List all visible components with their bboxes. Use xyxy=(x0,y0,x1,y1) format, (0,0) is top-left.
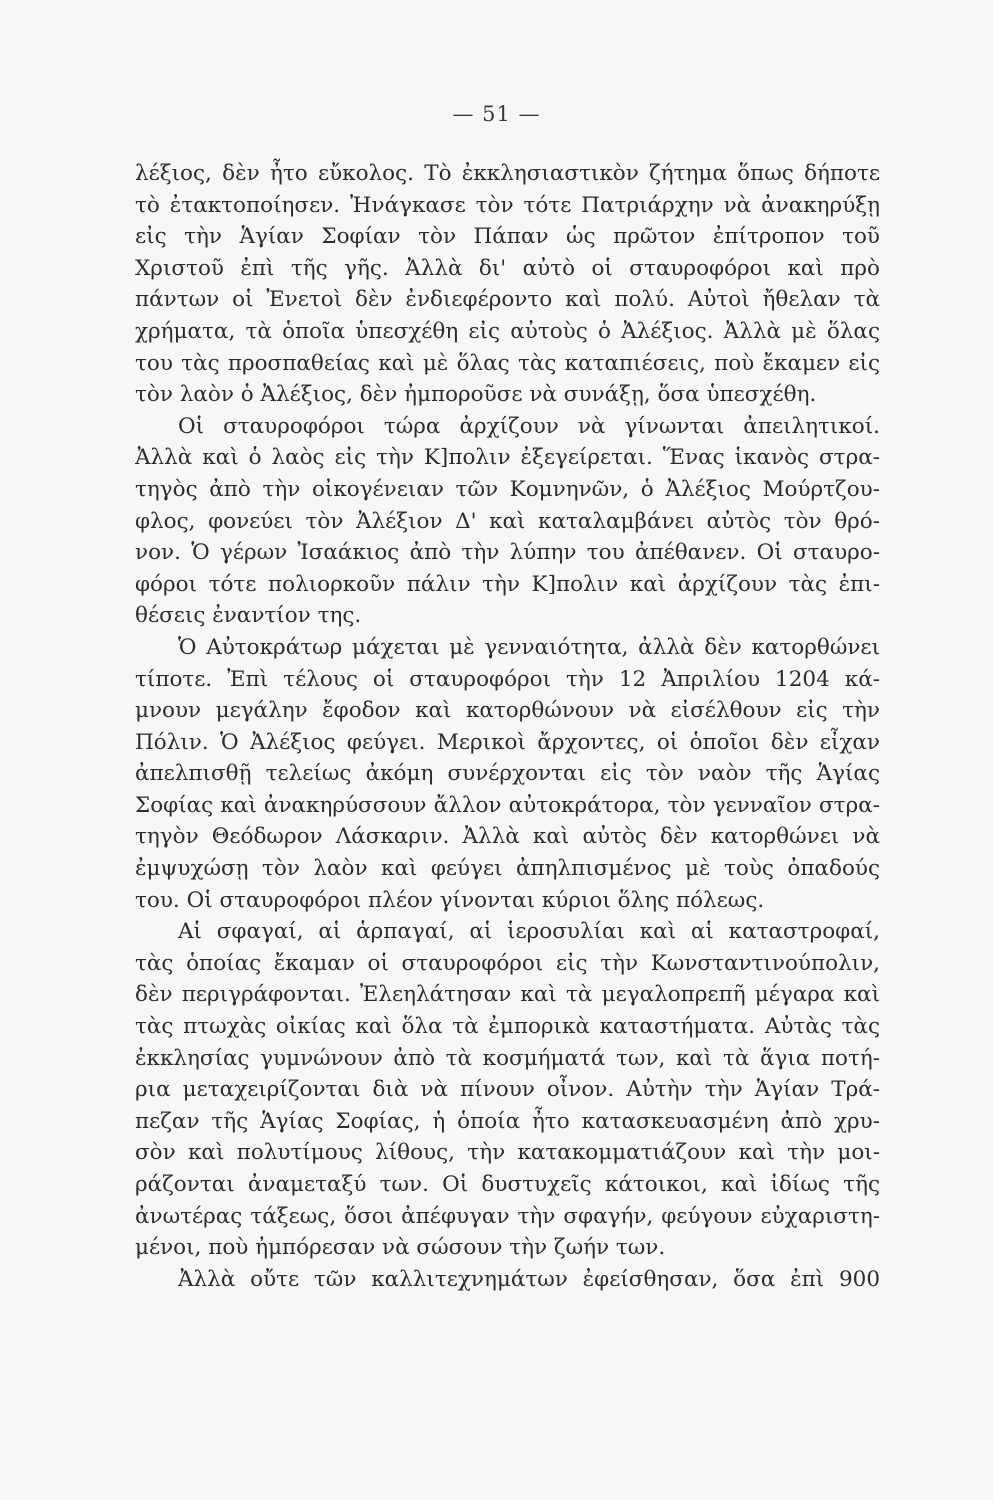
paragraph-3 xyxy=(135,632,880,916)
page-number: — 51 — xyxy=(452,102,541,126)
text-line: του. Οἱ σταυροφόροι πλέον γίνονται κύριοι ὅλης πόλεως. xyxy=(135,887,765,913)
paragraph-5 xyxy=(135,1264,880,1296)
text-line: φόροι τότε πολιορκοῦν πάλιν τὴν Κ]πολιν καὶ ἀρχίζουν τὰς ἐπι- xyxy=(135,571,880,597)
text-line: ἐκκλησίας γυμνώνουν ἀπὸ τὰ κοσμήματά των, καὶ τὰ ἅγια ποτή- xyxy=(135,1045,880,1071)
text-line: ρια μεταχειρίζονται διὰ νὰ πίνουν οἶνον. Αὐτὴν τὴν Ἁγίαν Τρά- xyxy=(135,1077,880,1103)
text-line: Ὁ Αὐτοκράτωρ μάχεται μὲ γενναιότητα, ἀλλὰ δὲν κατορθώνει xyxy=(178,634,880,660)
text-line: χρήματα, τὰ ὁποῖα ὑπεσχέθη εἰς αὐτοὺς ὁ Ἀλέξιος. Ἀλλὰ μὲ ὅλας xyxy=(135,318,880,344)
text-line: Αἱ σφαγαί, αἱ ἁρπαγαί, αἱ ἱεροσυλίαι καὶ αἱ καταστροφαί, xyxy=(178,919,880,945)
paragraph-1 xyxy=(135,158,880,411)
text-line: Πόλιν. Ὁ Ἀλέξιος φεύγει. Μερικοὶ ἄρχοντες, οἱ ὁποῖοι δὲν εἶχαν xyxy=(135,729,880,755)
text-line: ἀπελπισθῇ τελείως ἀκόμη συνέρχονται εἰς τὸν ναὸν τῆς Ἁγίας xyxy=(135,761,880,787)
text-line: δὲν περιγράφονται. Ἐλεηλάτησαν καὶ τὰ μεγαλοπρεπῆ μέγαρα καὶ xyxy=(135,982,880,1008)
text-line: μένοι, ποὺ ἠμπόρεσαν νὰ σώσουν τὴν ζωήν των. xyxy=(135,1235,666,1261)
text-line: τὰς ὁποίας ἔκαμαν οἱ σταυροφόροι εἰς τὴν Κωνσταντινούπολιν, xyxy=(135,950,880,976)
text-line: τηγὸς ἀπὸ τὴν οἰκογένειαν τῶν Κομνηνῶν, ὁ Ἀλέξιος Μούρτζου- xyxy=(135,476,880,502)
text-line: Ἀλλὰ οὔτε τῶν καλλιτεχνημάτων ἐφείσθησαν, ὅσα ἐπὶ 900 xyxy=(178,1266,880,1292)
text-line: Ἀλλὰ καὶ ὁ λαὸς εἰς τὴν Κ]πολιν ἐξεγείρεται. Ἕνας ἱκανὸς στρα- xyxy=(135,445,880,471)
text-line: ράζονται ἀναμεταξύ των. Οἱ δυστυχεῖς κάτοικοι, καὶ ἰδίως τῆς xyxy=(135,1172,880,1197)
text-line: πεζαν τῆς Ἁγίας Σοφίας, ἡ ὁποία ἦτο κατασκευασμένη ἀπὸ χρυ- xyxy=(135,1108,880,1134)
text-line: τὸν λαὸν ὁ Ἀλέξιος, δὲν ἠμποροῦσε νὰ συνάξῃ, ὅσα ὑπεσχέθη. xyxy=(135,382,817,408)
text-line: τὰς πτωχὰς οἰκίας καὶ ὅλα τὰ ἐμπορικὰ καταστήματα. Αὐτὰς τὰς xyxy=(135,1014,880,1040)
text-line: τὸ ἐτακτοποίησεν. Ἠνάγκασε τὸν τότε Πατριάρχην νὰ ἀνακηρύξῃ xyxy=(135,192,880,218)
text-line: νον. Ὁ γέρων Ἰσαάκιος ἀπὸ τὴν λύπην του ἀπέθανεν. Οἱ σταυρο- xyxy=(135,540,880,566)
text-line: του τὰς προσπαθείας καὶ μὲ ὅλας τὰς καταπιέσεις, ποὺ ἔκαμεν εἰς xyxy=(135,350,880,376)
text-line: εἰς τὴν Ἁγίαν Σοφίαν τὸν Πάπαν ὡς πρῶτον ἐπίτροπον τοῦ xyxy=(135,224,880,250)
text-line: τηγὸν Θεόδωρον Λάσκαριν. Ἀλλὰ καὶ αὐτὸς δὲν κατορθώνει νὰ xyxy=(135,824,880,850)
text-line: λέξιος, δὲν ἦτο εὔκολος. Τὸ ἐκκλησιαστικὸν ζήτημα ὅπως δήποτε xyxy=(135,161,880,186)
paragraph-2 xyxy=(135,411,880,632)
text-line: θέσεις ἐναντίον της. xyxy=(135,603,362,629)
text-line: πάντων οἱ Ἐνετοὶ δὲν ἐνδιεφέροντο καὶ πολύ. Αὐτοὶ ἤθελαν τὰ xyxy=(135,287,880,313)
paragraph-4 xyxy=(135,916,880,1264)
text-line: ἀνωτέρας τάξεως, ὅσοι ἀπέφυγαν τὴν σφαγήν, φεύγουν εὐχαριστη- xyxy=(135,1203,880,1229)
text-line: ἐμψυχώσῃ τὸν λαὸν καὶ φεύγει ἀπηλπισμένος μὲ τοὺς ὀπαδούς xyxy=(135,856,880,882)
text-line: Χριστοῦ ἐπὶ τῆς γῆς. Ἀλλὰ δι' αὐτὸ οἱ σταυροφόροι καὶ πρὸ xyxy=(135,255,880,281)
text-line: μνουν μεγάλην ἔφοδον καὶ κατορθώνουν νὰ εἰσέλθουν εἰς τὴν xyxy=(135,698,880,724)
text-line: Οἱ σταυροφόροι τώρα ἀρχίζουν νὰ γίνωνται ἀπειλητικοί. xyxy=(178,413,880,439)
body-text xyxy=(135,158,880,1295)
text-line: φλος, φονεύει τὸν Ἀλέξιον Δ' καὶ καταλαμβάνει αὐτὸς τὸν θρό- xyxy=(135,508,880,534)
text-line: τίποτε. Ἐπὶ τέλους οἱ σταυροφόροι τὴν 12 Ἀπριλίου 1204 κά- xyxy=(135,666,880,692)
text-line: Σοφίας καὶ ἀνακηρύσσουν ἄλλον αὐτοκράτορα, τὸν γενναῖον στρα- xyxy=(135,792,880,818)
text-line: σὸν καὶ πολυτίμους λίθους, τὴν κατακομματιάζουν καὶ τὴν μοι- xyxy=(135,1140,880,1166)
